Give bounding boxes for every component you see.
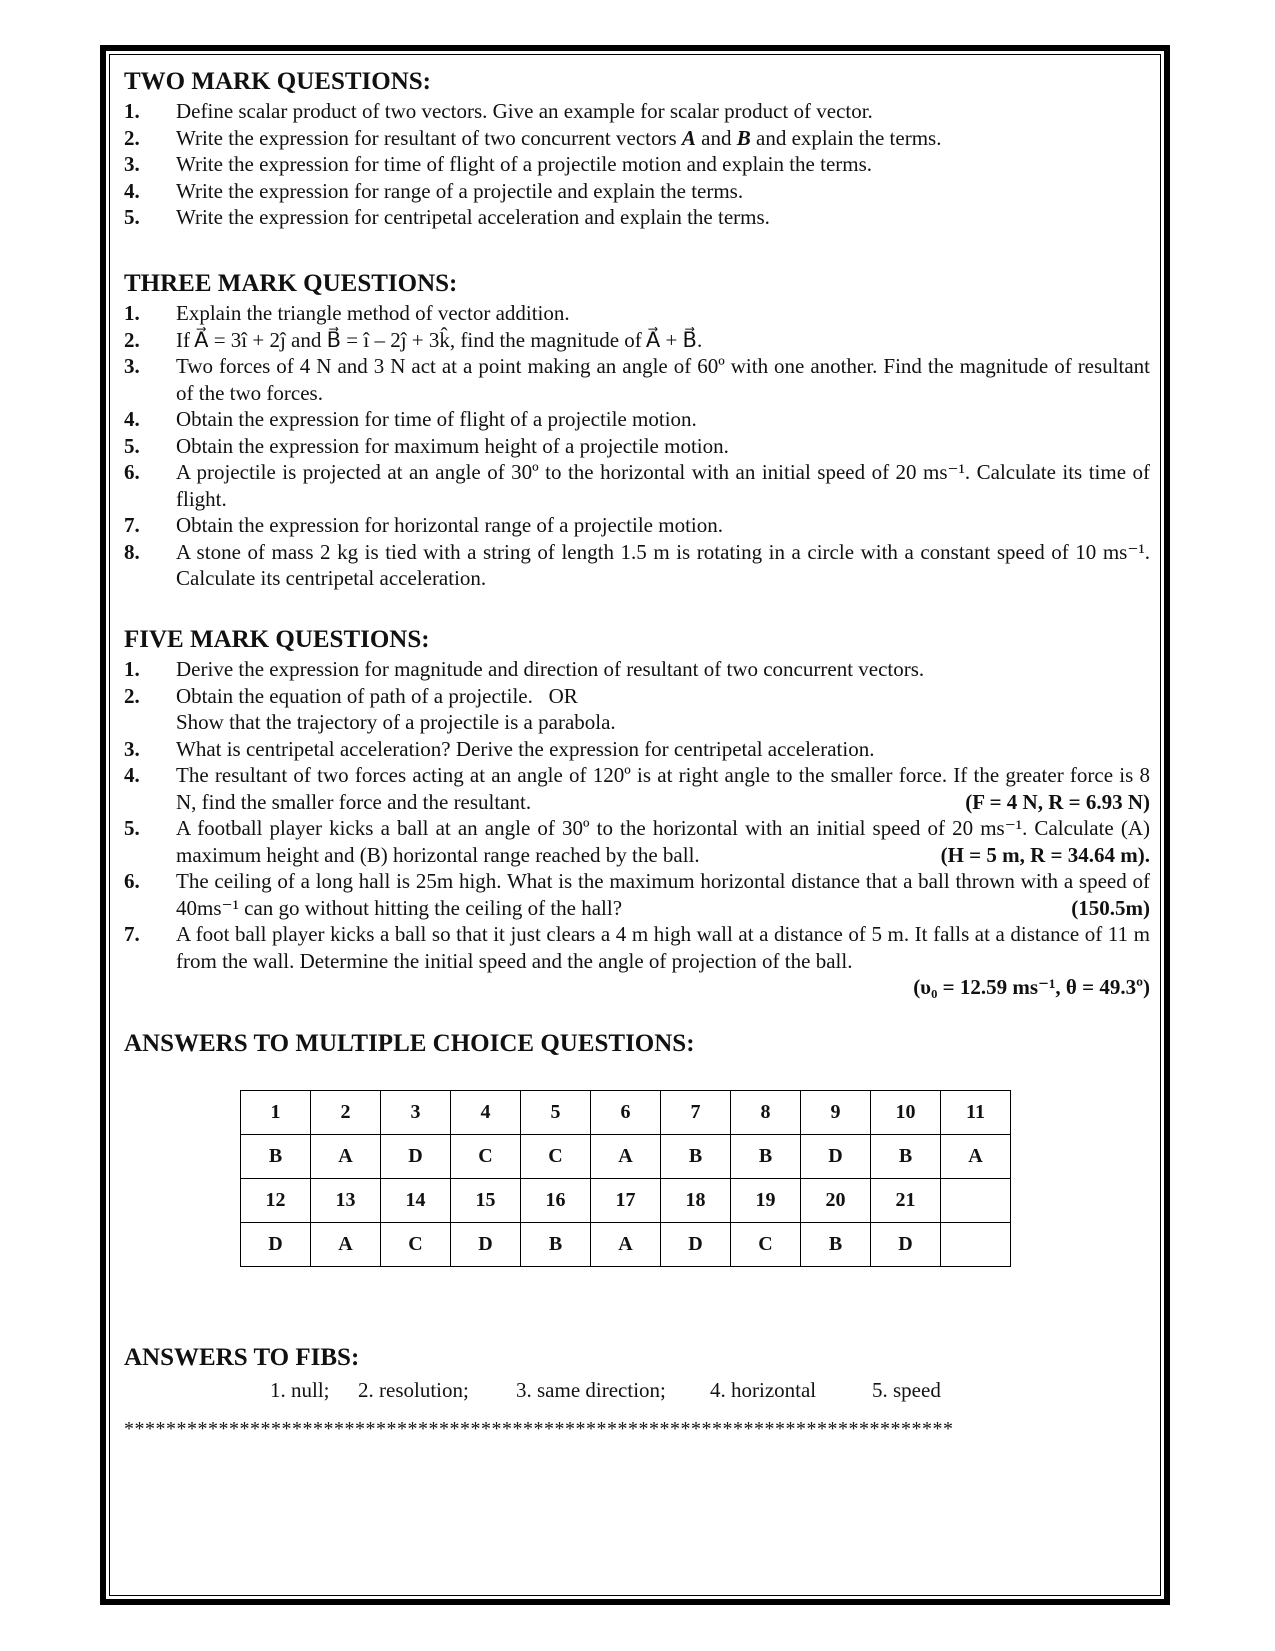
- question-text: Write the expression for resultant of two concurrent vectors A and B and explain the terms.: [176, 125, 942, 150]
- table-cell: 18: [661, 1179, 731, 1223]
- list-item: [124, 683, 1150, 736]
- list-item: [124, 762, 1150, 815]
- table-cell: 20: [801, 1179, 871, 1223]
- list-item: [124, 921, 1150, 1001]
- question-number: 4.: [124, 407, 140, 431]
- fib-answers-section: [124, 1342, 1150, 1374]
- two-mark-heading: TWO MARK QUESTIONS:: [124, 68, 431, 95]
- table-cell: A: [591, 1135, 661, 1179]
- table-cell: B: [731, 1135, 801, 1179]
- table-cell: A: [591, 1223, 661, 1267]
- question-number: 1.: [124, 657, 140, 681]
- list-item: [124, 868, 1150, 921]
- table-cell: C: [731, 1223, 801, 1267]
- question-number: 3.: [124, 354, 140, 378]
- table-cell: 12: [241, 1179, 311, 1223]
- question-number: 6.: [124, 460, 140, 484]
- question-text: Write the expression for centripetal acceleration and explain the terms.: [176, 205, 770, 229]
- question-text: A projectile is projected at an angle of 30º to the horizontal with an initial speed of 20 ms⁻¹. Calculate its time of flight.: [176, 460, 1150, 511]
- question-text: Derive the expression for magnitude and direction of resultant of two concurrent vectors.: [176, 657, 925, 681]
- question-text: Define scalar product of two vectors. Give an example for scalar product of vector.: [176, 99, 873, 123]
- table-cell: 1: [241, 1091, 311, 1135]
- question-number: 7.: [124, 922, 140, 946]
- table-row: [241, 1091, 1011, 1135]
- list-item: [124, 815, 1150, 868]
- question-text: Obtain the expression for horizontal range of a projectile motion.: [176, 513, 723, 537]
- five-mark-list: [124, 656, 1150, 1001]
- question-text-line: Obtain the equation of path of a projectile. OR: [176, 683, 578, 708]
- table-cell: D: [241, 1223, 311, 1267]
- question-body: A foot ball player kicks a ball so that it just clears a 4 m high wall at a distance of 5 m. It falls at a distance of 11 m from the wall. Determine the initial speed and the angle of projection of the ball.: [176, 922, 1150, 973]
- separator-line: *******************************************************************************: [124, 1418, 954, 1440]
- table-cell: D: [381, 1135, 451, 1179]
- table-row: [241, 1179, 1011, 1223]
- question-text: What is centripetal acceleration? Derive the expression for centripetal acceleration.: [176, 736, 875, 761]
- question-text: [176, 815, 1150, 868]
- table-cell: D: [871, 1223, 941, 1267]
- question-number: 2.: [124, 327, 140, 352]
- question-body: A football player kicks a ball at an angle of 30º to the horizontal with an initial speed of 20 ms⁻¹. Calculate (A) maximum height and (B) horizontal range reached by the ball.: [176, 816, 1150, 867]
- question-text: [176, 868, 1150, 921]
- list-item: [124, 353, 1150, 406]
- question-number: 8.: [124, 539, 140, 564]
- list-item: [124, 125, 1150, 152]
- answer-label: (F = 4 N, R = 6.93 N): [965, 789, 1150, 814]
- question-text: If A⃗ = 3î + 2ĵ and B⃗ = î – 2ĵ + 3k̂, find the magnitude of A⃗ + B⃗.: [176, 327, 703, 352]
- list-item: [124, 300, 1150, 327]
- question-text: [176, 762, 1150, 815]
- question-text: Write the expression for range of a projectile and explain the terms.: [176, 178, 744, 203]
- question-number: 6.: [124, 869, 140, 893]
- question-number: 2.: [124, 125, 140, 150]
- list-item: [124, 178, 1150, 205]
- table-cell: 16: [521, 1179, 591, 1223]
- list-item: [124, 327, 1150, 354]
- table-cell: B: [521, 1223, 591, 1267]
- fib-answer: 3. same direction;: [516, 1378, 666, 1402]
- three-mark-heading: THREE MARK QUESTIONS:: [124, 270, 458, 297]
- table-cell: 5: [521, 1091, 591, 1135]
- fib-answer: 5. speed: [872, 1378, 941, 1402]
- question-number: 5.: [124, 433, 140, 458]
- question-number: 1.: [124, 99, 140, 123]
- question-text: A stone of mass 2 kg is tied with a string of length 1.5 m is rotating in a circle with a constant speed of 10 ms⁻¹. Calculate its centripetal acceleration.: [176, 539, 1150, 590]
- three-mark-section: [124, 268, 1150, 592]
- table-cell: D: [801, 1135, 871, 1179]
- question-text: Explain the triangle method of vector addition.: [176, 301, 570, 325]
- table-cell: D: [451, 1223, 521, 1267]
- table-cell: D: [661, 1223, 731, 1267]
- table-cell: B: [871, 1135, 941, 1179]
- vector-b: B: [736, 125, 751, 150]
- fib-answer: 4. horizontal: [710, 1378, 817, 1402]
- list-item: [124, 736, 1150, 763]
- table-cell: 17: [591, 1179, 661, 1223]
- answer-label: (υ₀ = 12.59 ms⁻¹, θ = 49.3º): [913, 975, 1150, 999]
- table-cell: 19: [731, 1179, 801, 1223]
- fib-answers-list: [270, 1378, 1150, 1403]
- table-cell: B: [801, 1223, 871, 1267]
- table-cell: [941, 1223, 1011, 1267]
- five-mark-section: [124, 624, 1150, 1001]
- mcq-answers-section: [124, 1028, 1150, 1060]
- table-cell: 21: [871, 1179, 941, 1223]
- table-cell: B: [661, 1135, 731, 1179]
- table-row: [241, 1223, 1011, 1267]
- table-row: [241, 1135, 1011, 1179]
- vector-a: A: [681, 125, 696, 150]
- table-cell: 4: [451, 1091, 521, 1135]
- list-item: [124, 406, 1150, 433]
- table-cell: 7: [661, 1091, 731, 1135]
- question-number: 4.: [124, 178, 140, 203]
- table-cell: [941, 1179, 1011, 1223]
- question-number: 5.: [124, 205, 140, 229]
- fib-answer: 1. null;: [270, 1378, 330, 1402]
- table-cell: 8: [731, 1091, 801, 1135]
- list-item: [124, 433, 1150, 460]
- table-cell: 13: [311, 1179, 381, 1223]
- table-cell: 15: [451, 1179, 521, 1223]
- table-cell: 6: [591, 1091, 661, 1135]
- list-item: [124, 512, 1150, 539]
- question-text: [176, 921, 1150, 1001]
- question-text: [176, 683, 1150, 736]
- question-number: 7.: [124, 513, 140, 537]
- table-cell: A: [311, 1223, 381, 1267]
- question-text-line: Show that the trajectory of a projectile is a parabola.: [176, 710, 616, 734]
- three-mark-list: [124, 300, 1150, 592]
- question-number: 4.: [124, 763, 140, 787]
- answer-label: (H = 5 m, R = 34.64 m).: [940, 842, 1150, 867]
- mcq-answers-heading: ANSWERS TO MULTIPLE CHOICE QUESTIONS:: [124, 1030, 695, 1057]
- question-text: Obtain the expression for maximum height of a projectile motion.: [176, 433, 729, 458]
- list-item: [124, 151, 1150, 178]
- five-mark-heading: FIVE MARK QUESTIONS:: [124, 626, 430, 653]
- table-cell: C: [451, 1135, 521, 1179]
- table-cell: 11: [941, 1091, 1011, 1135]
- question-number: 1.: [124, 301, 140, 325]
- question-number: 5.: [124, 816, 140, 840]
- list-item: [124, 98, 1150, 125]
- table-cell: 9: [801, 1091, 871, 1135]
- table-cell: B: [241, 1135, 311, 1179]
- mcq-answer-table: [240, 1090, 1011, 1267]
- table-cell: 2: [311, 1091, 381, 1135]
- question-text: Write the expression for time of flight of a projectile motion and explain the terms.: [176, 152, 873, 176]
- list-item: [124, 459, 1150, 512]
- question-body: The ceiling of a long hall is 25m high. What is the maximum horizontal distance that a ball thrown with a speed of 40ms⁻¹ can go without hitting the ceiling of the hall?: [176, 869, 1150, 920]
- fib-answer: 2. resolution;: [358, 1378, 469, 1402]
- table-cell: 3: [381, 1091, 451, 1135]
- table-cell: 14: [381, 1179, 451, 1223]
- list-item: [124, 656, 1150, 683]
- question-text: Two forces of 4 N and 3 N act at a point making an angle of 60º with one another. Find the magnitude of resultant of the two forces.: [176, 354, 1150, 405]
- question-number: 3.: [124, 152, 140, 176]
- table-cell: C: [521, 1135, 591, 1179]
- two-mark-list: [124, 98, 1150, 231]
- list-item: [124, 539, 1150, 592]
- question-number: 3.: [124, 736, 140, 761]
- fib-answers-heading: ANSWERS TO FIBS:: [124, 1344, 360, 1371]
- table-cell: 10: [871, 1091, 941, 1135]
- list-item: [124, 204, 1150, 231]
- table-cell: A: [941, 1135, 1011, 1179]
- answer-label: (150.5m): [1071, 895, 1150, 920]
- question-body: The resultant of two forces acting at an angle of 120º is at right angle to the smaller force. If the greater force is 8 N, find the smaller force and the resultant.: [176, 763, 1150, 814]
- table-cell: C: [381, 1223, 451, 1267]
- table-cell: A: [311, 1135, 381, 1179]
- question-text: Obtain the expression for time of flight of a projectile motion.: [176, 407, 697, 431]
- question-number: 2.: [124, 683, 140, 708]
- two-mark-section: [124, 66, 1150, 231]
